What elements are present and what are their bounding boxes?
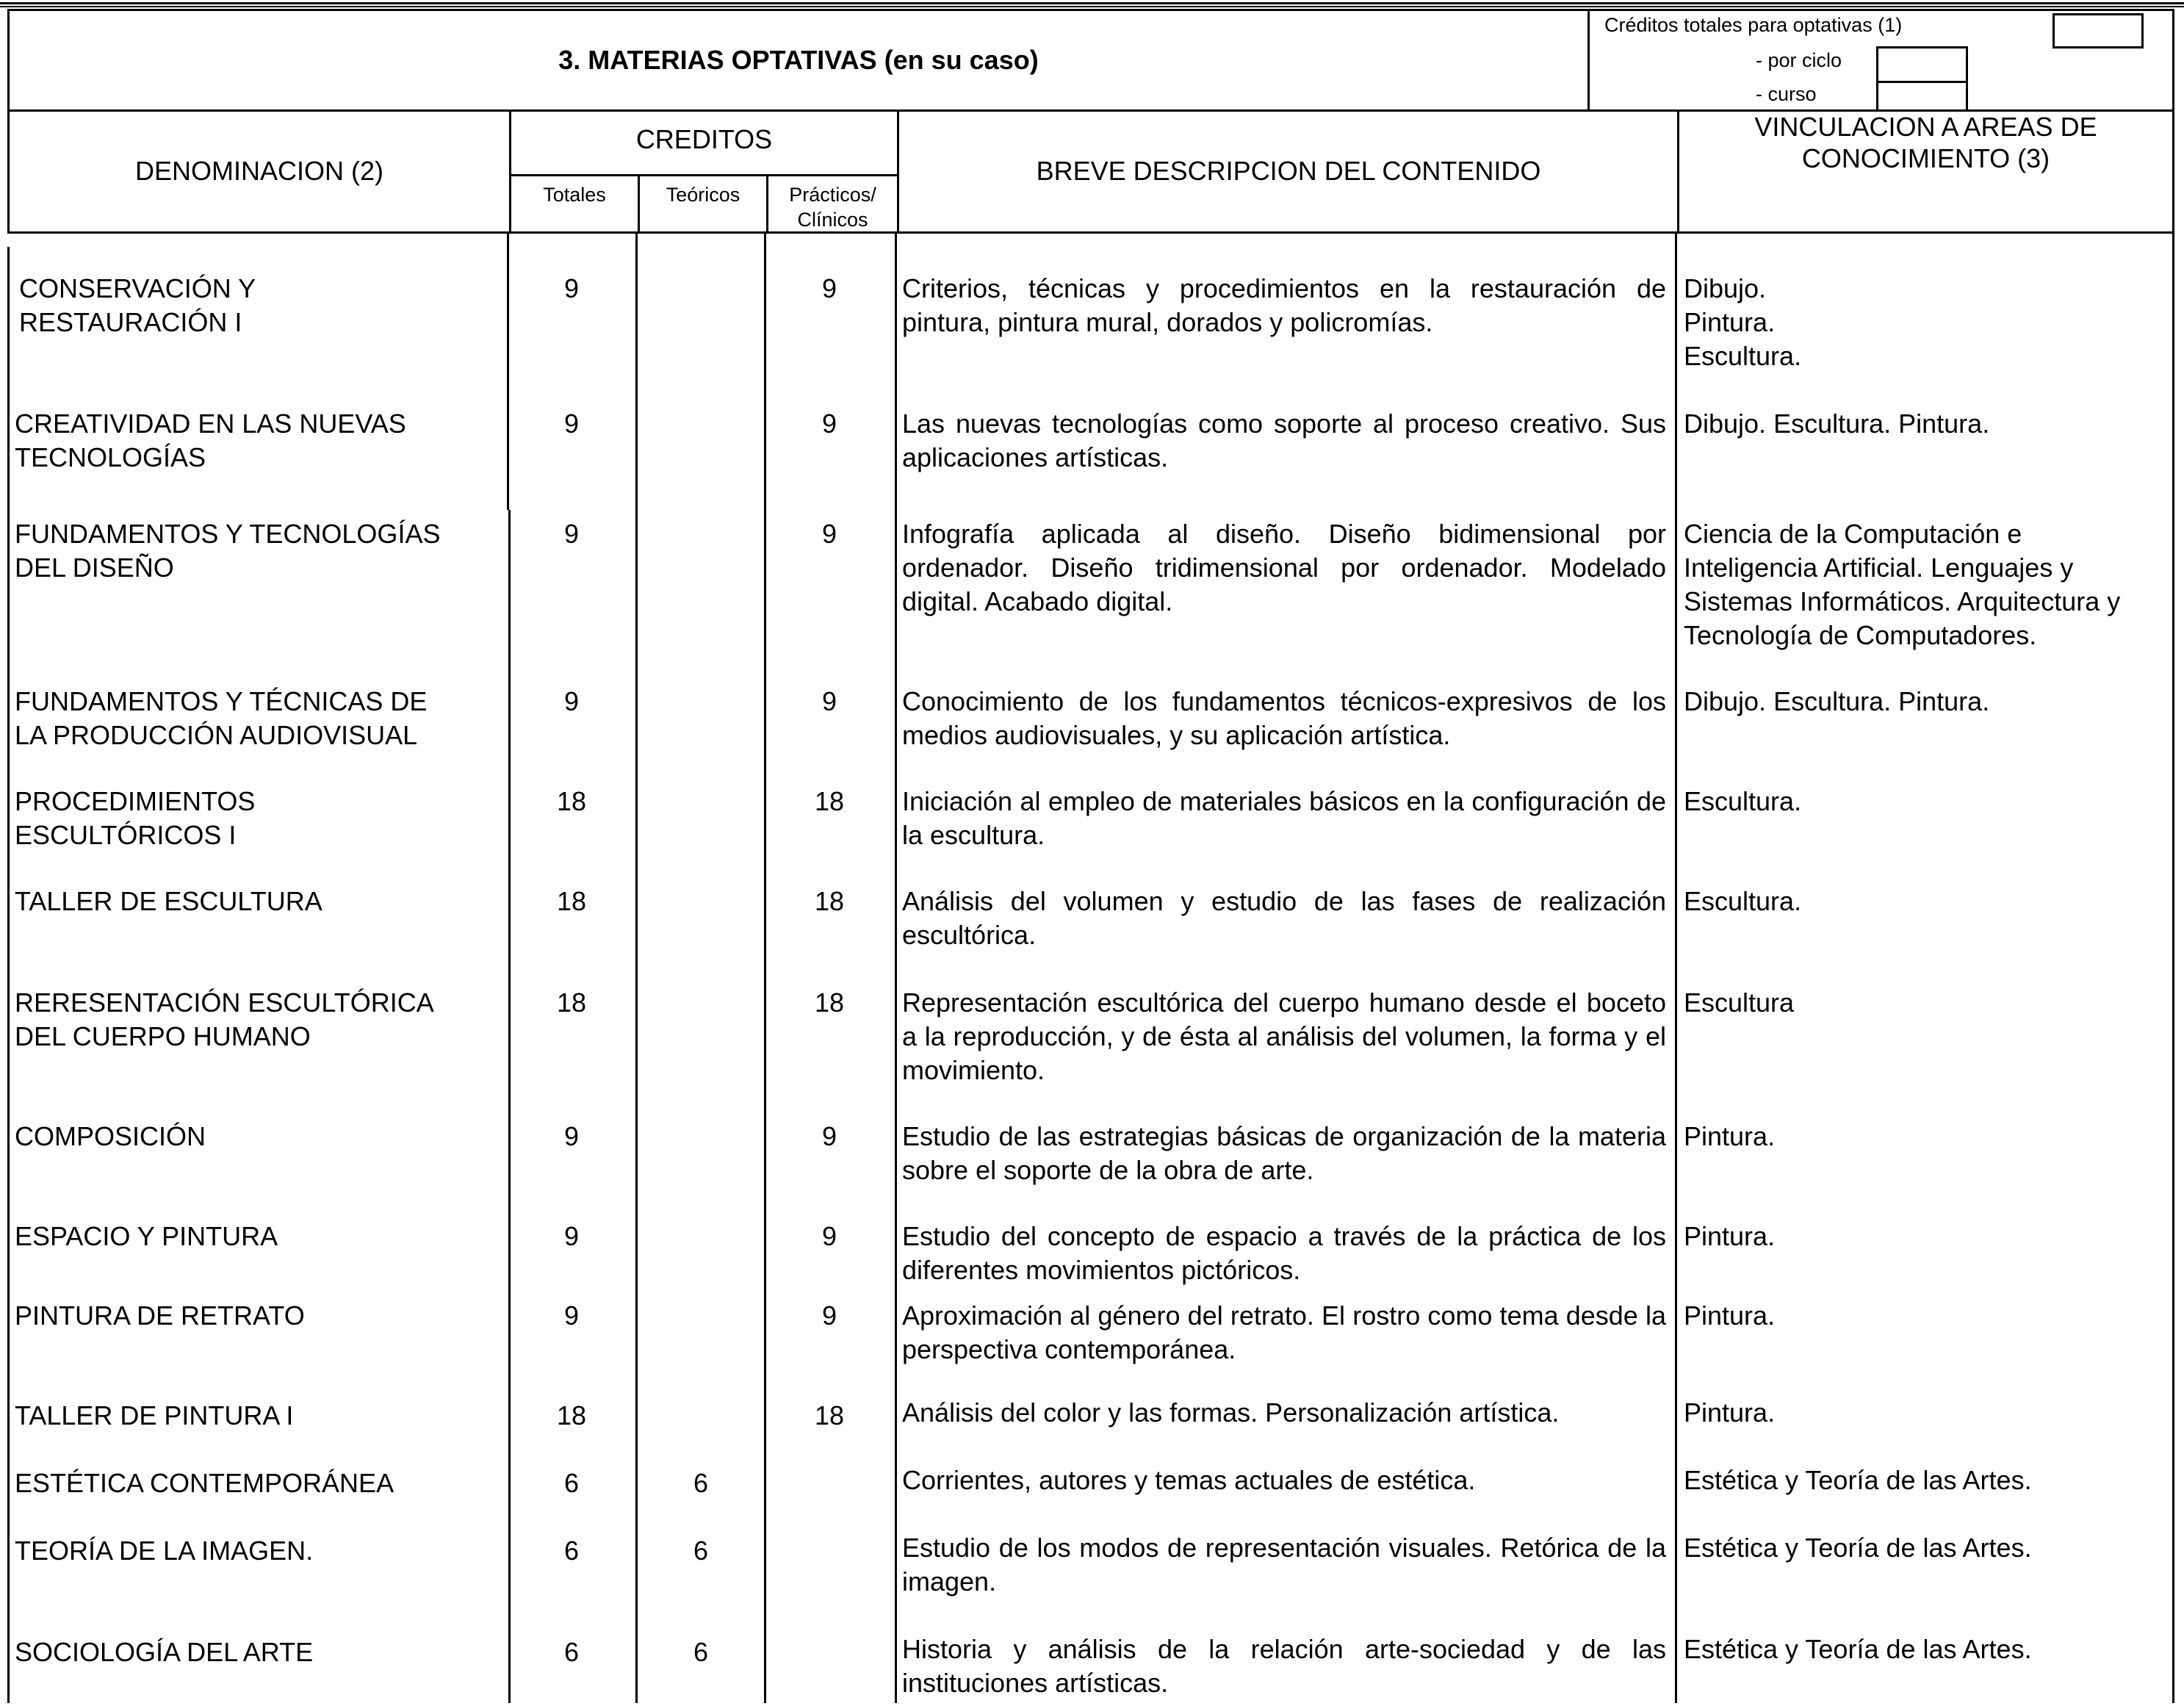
row-denominacion: SOCIOLOGÍA DEL ARTE: [15, 1637, 314, 1667]
row-areas: Estética y Teoría de las Artes.: [1684, 1533, 2032, 1563]
row-descripcion: Criterios, técnicas y procedimientos en la restauración de pintura, pintura mural, dorados y policromías.: [902, 273, 1666, 337]
row-denominacion: CONSERVACIÓN Y RESTAURACIÓN I: [19, 273, 256, 337]
top-rule-thin: [0, 6, 2184, 7]
body-left-border: [7, 247, 10, 1703]
col-totales: Totales: [543, 184, 606, 206]
row-areas: Escultura.: [1684, 886, 1802, 916]
per-course-box: [1876, 81, 1968, 112]
col-vinculacion-line1: VINCULACION A AREAS DE: [1754, 112, 2097, 142]
row-denominacion: ESPACIO Y PINTURA: [15, 1221, 278, 1251]
row-denominacion: RERESENTACIÓN ESCULTÓRICA DEL CUERPO HUMANO: [15, 987, 434, 1051]
row-totales: 9: [563, 519, 580, 549]
per-cycle-label: - por ciclo: [1756, 49, 1842, 71]
row-areas: Estética y Teoría de las Artes.: [1684, 1465, 2032, 1495]
row-denominacion: ESTÉTICA CONTEMPORÁNEA: [15, 1468, 394, 1498]
row-descripcion: Corrientes, autores y temas actuales de estética.: [902, 1465, 1476, 1495]
row-denominacion: FUNDAMENTOS Y TÉCNICAS DE LA PRODUCCIÓN AUDIOVISUAL: [15, 686, 428, 750]
row-descripcion: Estudio de los modos de representación visuales. Retórica de la imagen.: [902, 1533, 1666, 1597]
col-practicos-line2: Clínicos: [797, 208, 868, 231]
body-right-border: [2172, 234, 2174, 1703]
row-areas: Dibujo. Escultura. Pintura.: [1684, 408, 1990, 439]
row-practicos: 9: [821, 1300, 837, 1331]
row-descripcion: Análisis del volumen y estudio de las fases de realización escultórica.: [902, 886, 1666, 950]
row-areas: Pintura.: [1684, 1397, 1776, 1428]
col-practicos: [768, 176, 897, 231]
row-totales: 18: [556, 886, 587, 916]
row-totales: 9: [563, 686, 580, 716]
row-practicos: 9: [821, 519, 837, 549]
row-areas: Pintura.: [1684, 1221, 1776, 1251]
row-practicos: 9: [821, 408, 837, 439]
row-totales: 18: [556, 1400, 587, 1430]
row-totales: 18: [556, 786, 587, 816]
row-descripcion: Representación escultórica del cuerpo humano desde el boceto a la reproducción, y de ésta al análisis del volumen, la forma y el movimiento.: [902, 987, 1666, 1085]
per-cycle-box: [1876, 46, 1968, 83]
row-teoricos: 6: [693, 1468, 709, 1498]
row-totales: 6: [563, 1637, 580, 1667]
row-denominacion: TEORÍA DE LA IMAGEN.: [15, 1536, 314, 1566]
row-descripcion: Infografía aplicada al diseño. Diseño bidimensional por ordenador. Diseño tridimensional por ordenador. Modelado digital. Acabado digital.: [902, 519, 1666, 616]
col-vinculacion-line2: CONOCIMIENTO (3): [1801, 143, 2050, 173]
row-practicos: 18: [814, 1400, 845, 1430]
credits-total-label: Créditos totales para optativas (1): [1604, 14, 1903, 36]
row-teoricos: 6: [693, 1536, 709, 1566]
column-header-row: [7, 109, 2174, 234]
col-vinculacion: [1679, 109, 2172, 176]
row-areas: Dibujo. Pintura. Escultura.: [1684, 273, 1802, 371]
row-practicos: 18: [814, 987, 845, 1018]
table-body: [7, 234, 2174, 1703]
row-areas: Pintura.: [1684, 1121, 1776, 1151]
per-course-label: - curso: [1756, 83, 1817, 105]
col-descripcion: BREVE DESCRIPCION DEL CONTENIDO: [1036, 155, 1541, 186]
row-descripcion: Aproximación al género del retrato. El rostro como tema desde la perspectiva contemporánea.: [902, 1300, 1666, 1364]
section-header: [7, 9, 2174, 112]
col-practicos-line1: Prácticos/: [789, 183, 876, 206]
row-descripcion: Historia y análisis de la relación arte-sociedad y de las instituciones artísticas.: [902, 1634, 1666, 1698]
row-totales: 9: [563, 1121, 580, 1151]
row-areas: Pintura.: [1684, 1300, 1776, 1331]
row-denominacion: CREATIVIDAD EN LAS NUEVAS TECNOLOGÍAS: [15, 408, 406, 472]
credits-total-box: [2053, 13, 2144, 48]
top-rule: [0, 2, 2184, 4]
row-descripcion: Conocimiento de los fundamentos técnicos-expresivos de los medios audiovisuales, y su aplicación artística.: [902, 686, 1666, 750]
row-practicos: 9: [821, 686, 837, 716]
row-descripcion: Estudio del concepto de espacio a través de la práctica de los diferentes movimientos pictóricos.: [902, 1221, 1666, 1285]
row-practicos: 9: [821, 1121, 837, 1151]
row-denominacion: TALLER DE ESCULTURA: [15, 886, 322, 916]
row-descripcion: Estudio de las estrategias básicas de organización de la materia sobre el soporte de la obra de arte.: [902, 1121, 1666, 1185]
row-areas: Dibujo. Escultura. Pintura.: [1684, 686, 1990, 716]
row-totales: 18: [556, 987, 587, 1018]
row-practicos: 9: [821, 1221, 837, 1251]
row-practicos: 18: [814, 786, 845, 816]
row-denominacion: FUNDAMENTOS Y TECNOLOGÍAS DEL DISEÑO: [15, 519, 441, 583]
row-descripcion: Análisis del color y las formas. Personalización artística.: [902, 1397, 1560, 1428]
row-totales: 9: [563, 273, 580, 303]
row-denominacion: PINTURA DE RETRATO: [15, 1300, 305, 1331]
row-totales: 6: [563, 1468, 580, 1498]
row-totales: 9: [563, 1300, 580, 1331]
col-teoricos: Teóricos: [666, 184, 740, 206]
section-title: 3. MATERIAS OPTATIVAS (en su caso): [558, 45, 1039, 75]
row-descripcion: Iniciación al empleo de materiales básicos en la configuración de la escultura.: [902, 786, 1666, 850]
row-denominacion: TALLER DE PINTURA I: [15, 1400, 294, 1430]
row-areas: Ciencia de la Computación e Inteligencia Artificial. Lenguajes y Sistemas Informáticos. Arquitectura y Tecnología de Computadores.: [1684, 519, 2121, 650]
row-denominacion: COMPOSICIÓN: [15, 1121, 206, 1151]
row-totales: 6: [563, 1536, 580, 1566]
row-descripcion: Las nuevas tecnologías como soporte al proceso creativo. Sus aplicaciones artísticas.: [902, 408, 1666, 472]
col-denominacion: DENOMINACION (2): [134, 155, 383, 186]
row-totales: 9: [563, 408, 580, 439]
row-totales: 9: [563, 1221, 580, 1251]
row-practicos: 9: [821, 273, 837, 303]
row-areas: Estética y Teoría de las Artes.: [1684, 1634, 2032, 1664]
credits-panel: [1587, 11, 2172, 109]
row-areas: Escultura.: [1684, 786, 1802, 816]
row-denominacion: PROCEDIMIENTOS ESCULTÓRICOS I: [15, 786, 256, 850]
row-practicos: 18: [814, 886, 845, 916]
document-page: [7, 9, 2174, 1702]
body-divider: [895, 234, 897, 1703]
row-areas: Escultura: [1684, 987, 1795, 1018]
col-creditos: CREDITOS: [635, 123, 773, 154]
body-divider: [1675, 234, 1677, 1703]
row-teoricos: 6: [693, 1637, 709, 1667]
body-divider: [764, 234, 766, 1703]
